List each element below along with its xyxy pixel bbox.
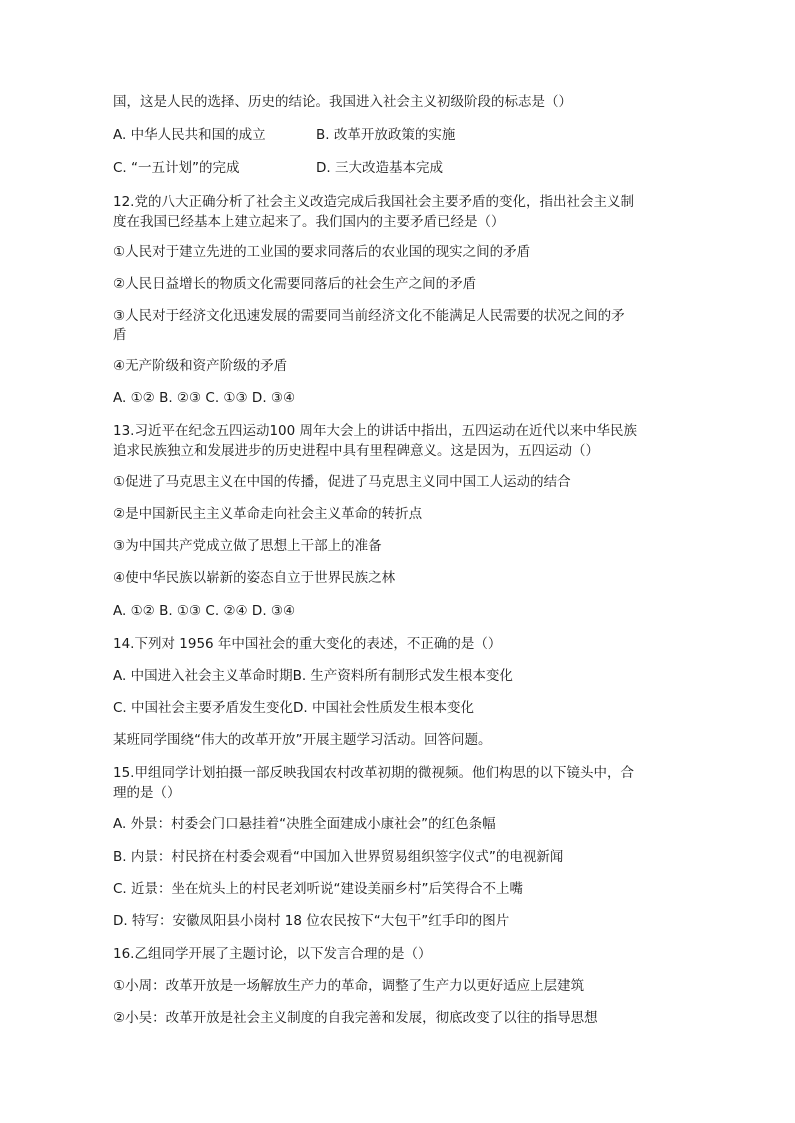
q15-option-a: A. 外景：村委会门口悬挂着“决胜全面建成小康社会”的红色条幅 — [113, 816, 496, 832]
q16-stem: 16.乙组同学开展了主题讨论，以下发言合理的是（） — [113, 946, 432, 962]
q13-item-2: ②是中国新民主主义革命走向社会主义革命的转折点 — [113, 506, 423, 522]
q15-option-d: D. 特写：安徽凤阳县小岗村 18 位农民按下“大包干”红手印的图片 — [113, 913, 510, 929]
q12-item-3-line-2: 盾 — [113, 327, 127, 343]
q13-stem-line-2: 追求民族独立和发展进步的历史进程中具有里程碑意义。这是因为，五四运动（） — [113, 443, 599, 459]
q12-item-3-line-1: ③人民对于经济文化迅速发展的需要同当前经济文化不能满足人民需要的状况之间的矛 — [113, 308, 625, 324]
q16-item-2: ②小吴：改革开放是社会主义制度的自我完善和发展，彻底改变了以往的指导思想 — [113, 1010, 598, 1026]
q12-item-2: ②人民日益增长的物质文化需要同落后的社会生产之间的矛盾 — [113, 276, 477, 292]
q13-options: A. ①② B. ①③ C. ②④ D. ③④ — [113, 603, 296, 619]
q12-options: A. ①② B. ②③ C. ①③ D. ③④ — [113, 390, 296, 406]
q11-option-a: A. 中华人民共和国的成立 — [113, 127, 266, 143]
q13-stem-line-1: 13.习近平在纪念五四运动100 周年大会上的讲话中指出，五四运动在近代以来中华民族 — [113, 423, 638, 439]
activity-intro: 某班同学围绕“伟大的改革开放”开展主题学习活动。回答问题。 — [113, 732, 492, 748]
q13-item-3: ③为中国共产党成立做了思想上干部上的准备 — [113, 538, 382, 554]
q12-item-1: ①人民对于建立先进的工业国的要求同落后的农业国的现实之间的矛盾 — [113, 244, 531, 260]
q12-item-4: ④无产阶级和资产阶级的矛盾 — [113, 358, 288, 374]
q13-item-1: ①促进了马克思主义在中国的传播，促进了马克思主义同中国工人运动的结合 — [113, 474, 571, 490]
q15-option-b: B. 内景：村民挤在村委会观看“中国加入世界贸易组织签字仪式”的电视新闻 — [113, 849, 564, 865]
q11-option-d: D. 三大改造基本完成 — [316, 160, 443, 176]
q11-stem-tail: 国，这是人民的选择、历史的结论。我国进入社会主义初级阶段的标志是（） — [113, 94, 572, 110]
q12-stem-line-2: 度在我国已经基本上建立起来了。我们国内的主要矛盾已经是（） — [113, 214, 505, 230]
q14-options-cd: C. 中国社会主要矛盾发生变化D. 中国社会性质发生根本变化 — [113, 700, 474, 716]
q14-stem: 14.下列对 1956 年中国社会的重大变化的表述，不正确的是（） — [113, 636, 502, 652]
q12-stem-line-1: 12.党的八大正确分析了社会主义改造完成后我国社会主要矛盾的变化，指出社会主义制 — [113, 194, 634, 210]
q15-stem-line-1: 15.甲组同学计划拍摄一部反映我国农村改革初期的微视频。他们构思的以下镜头中，合 — [113, 765, 634, 781]
q11-option-b: B. 改革开放政策的实施 — [316, 127, 456, 143]
q15-stem-line-2: 理的是（） — [113, 785, 181, 801]
q16-item-1: ①小周：改革开放是一场解放生产力的革命，调整了生产力以更好适应上层建筑 — [113, 978, 585, 994]
q15-option-c: C. 近景：坐在炕头上的村民老刘听说“建设美丽乡村”后笑得合不上嘴 — [113, 881, 523, 897]
q13-item-4: ④使中华民族以崭新的姿态自立于世界民族之林 — [113, 570, 396, 586]
q14-options-ab: A. 中国进入社会主义革命时期B. 生产资料所有制形式发生根本变化 — [113, 668, 513, 684]
q11-option-c: C. “一五计划”的完成 — [113, 160, 240, 176]
